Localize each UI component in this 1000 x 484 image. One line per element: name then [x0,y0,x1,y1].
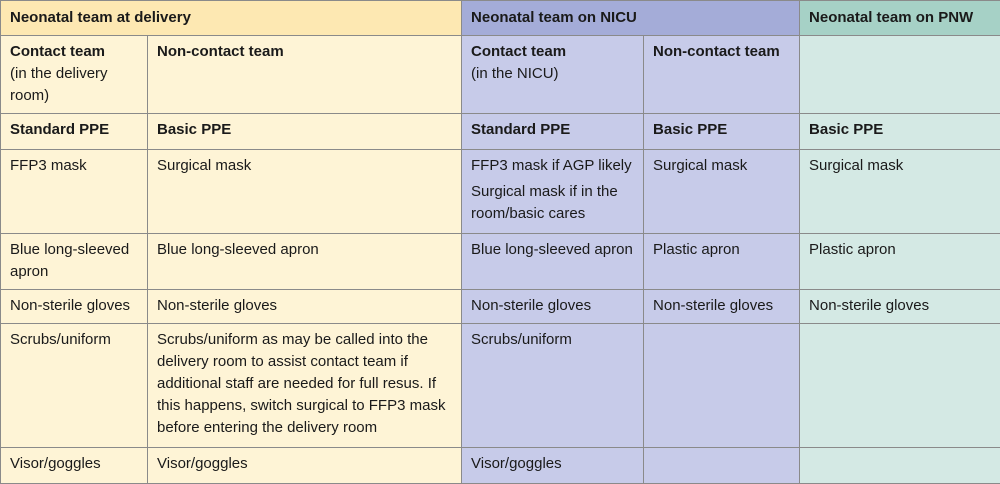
subheader-delivery-contact [1,36,148,114]
subheader-title: Contact team [471,41,635,63]
cell-nicu-contact: Visor/goggles [462,448,644,484]
subheader-title: Non-contact team [157,41,453,63]
cell-line: Surgical mask if in the room/basic cares [471,181,635,225]
table-row [1,324,1000,448]
subheader-row [1,36,1000,114]
cell-delivery-noncontact: Blue long-sleeved apron [148,234,462,290]
cell-nicu-contact: Non-sterile gloves [462,290,644,324]
cell-pnw [800,448,1000,484]
subheader-nicu-noncontact [644,36,800,114]
subheader-nicu-contact [462,36,644,114]
cell-pnw: Surgical mask [800,150,1000,234]
group-header-nicu: Neonatal team on NICU [462,1,800,36]
cell-nicu-contact: Standard PPE [462,114,644,150]
cell-nicu-noncontact: Non-sterile gloves [644,290,800,324]
cell-delivery-contact: Visor/goggles [1,448,148,484]
group-header-delivery: Neonatal team at delivery [1,1,462,36]
cell-delivery-contact: Non-sterile gloves [1,290,148,324]
cell-delivery-noncontact: Non-sterile gloves [148,290,462,324]
cell-nicu-contact: Scrubs/uniform [462,324,644,448]
cell-nicu-noncontact [644,448,800,484]
table-row [1,290,1000,324]
table-row [1,114,1000,150]
subheader-title: Contact team [10,41,139,63]
cell-nicu-contact: Blue long-sleeved apron [462,234,644,290]
group-header-pnw: Neonatal team on PNW [800,1,1000,36]
cell-delivery-contact: Scrubs/uniform [1,324,148,448]
cell-pnw: Plastic apron [800,234,1000,290]
cell-delivery-noncontact: Visor/goggles [148,448,462,484]
table-row [1,234,1000,290]
subheader-title: Non-contact team [653,41,791,63]
table-row [1,150,1000,234]
cell-delivery-contact: Blue long-sleeved apron [1,234,148,290]
cell-pnw: Basic PPE [800,114,1000,150]
table-row [1,448,1000,484]
group-header-row [1,1,1000,36]
cell-nicu-noncontact [644,324,800,448]
subheader-subtitle: (in the delivery room) [10,63,139,107]
cell-pnw: Non-sterile gloves [800,290,1000,324]
cell-delivery-noncontact: Surgical mask [148,150,462,234]
cell-nicu-noncontact: Plastic apron [644,234,800,290]
subheader-delivery-noncontact [148,36,462,114]
cell-delivery-contact: FFP3 mask [1,150,148,234]
cell-nicu-contact [462,150,644,234]
cell-delivery-contact: Standard PPE [1,114,148,150]
cell-line: FFP3 mask if AGP likely [471,155,635,177]
subheader-pnw [800,36,1000,114]
cell-delivery-noncontact: Basic PPE [148,114,462,150]
cell-delivery-noncontact: Scrubs/uniform as may be called into the delivery room to assist contact team if additional staff are needed for full resus. If this happens, switch surgical to FFP3 mask before entering the delivery room [148,324,462,448]
subheader-subtitle: (in the NICU) [471,63,635,85]
cell-pnw [800,324,1000,448]
cell-nicu-noncontact: Surgical mask [644,150,800,234]
cell-nicu-noncontact: Basic PPE [644,114,800,150]
